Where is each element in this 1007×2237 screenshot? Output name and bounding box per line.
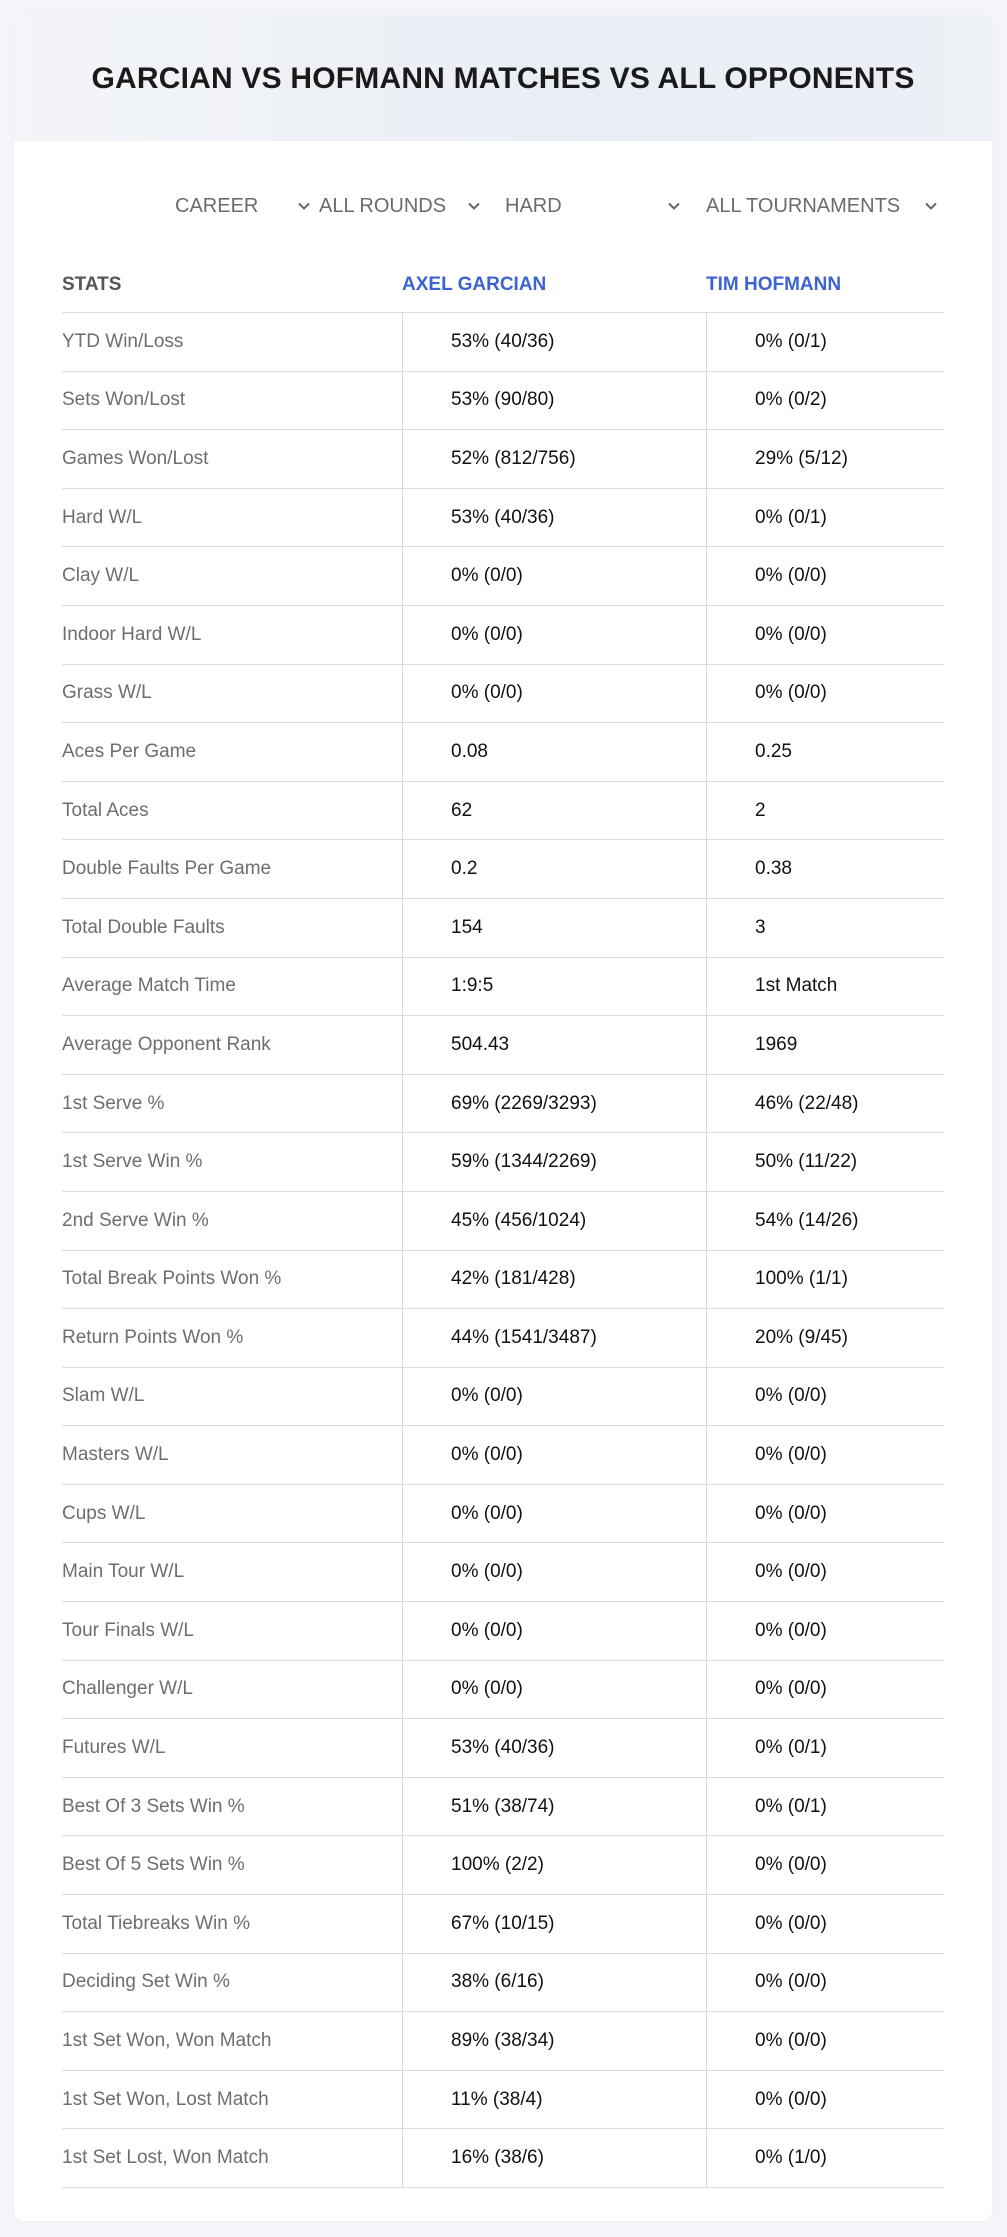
table-row (62, 2129, 944, 2188)
stat-label: 1st Serve Win % (62, 1151, 203, 1173)
table-row (62, 1016, 944, 1075)
player1-value: 89% (38/34) (402, 2012, 706, 2070)
stat-label: Sets Won/Lost (62, 389, 186, 411)
table-row (62, 372, 944, 431)
player1-value: 0% (0/0) (402, 1543, 706, 1601)
player1-value: 504.43 (402, 1016, 706, 1074)
stat-label: Best Of 5 Sets Win % (62, 1854, 245, 1876)
player2-value: 1969 (706, 1016, 944, 1074)
stat-label: YTD Win/Loss (62, 330, 184, 352)
table-row (62, 489, 944, 548)
player2-value: 2 (706, 782, 944, 840)
player1-value: 53% (40/36) (402, 489, 706, 547)
player2-value: 0% (0/0) (706, 1426, 944, 1484)
player1-value: 16% (38/6) (402, 2129, 706, 2187)
stat-label: 2nd Serve Win % (62, 1209, 209, 1231)
stats-card (14, 16, 992, 2221)
player1-value: 0% (0/0) (402, 547, 706, 605)
chevron-down-icon (924, 199, 938, 213)
stat-label: Clay W/L (62, 565, 140, 587)
player1-value: 0% (0/0) (402, 1426, 706, 1484)
stat-label: Aces Per Game (62, 740, 197, 762)
player1-value: 0% (0/0) (402, 665, 706, 723)
player2-value: 0% (0/0) (706, 2071, 944, 2129)
table-row (62, 547, 944, 606)
player1-value: 62 (402, 782, 706, 840)
stat-label: Futures W/L (62, 1737, 166, 1759)
table-row (62, 1368, 944, 1427)
table-row (62, 430, 944, 489)
table-row (62, 1485, 944, 1544)
surface-select[interactable] (505, 188, 681, 224)
chevron-down-icon (297, 199, 311, 213)
table-row (62, 1836, 944, 1895)
table-row (62, 1133, 944, 1192)
player1-value: 0% (0/0) (402, 606, 706, 664)
stat-label: Total Tiebreaks Win % (62, 1912, 250, 1934)
table-row (62, 1895, 944, 1954)
table-row (62, 313, 944, 372)
player2-value: 0% (0/0) (706, 547, 944, 605)
player1-value: 11% (38/4) (402, 2071, 706, 2129)
period-select[interactable] (175, 188, 311, 224)
player2-value: 0% (0/0) (706, 1954, 944, 2012)
stat-label: Total Break Points Won % (62, 1268, 282, 1290)
player1-value: 0% (0/0) (402, 1485, 706, 1543)
table-row (62, 1251, 944, 1310)
player1-value: 51% (38/74) (402, 1778, 706, 1836)
table-row (62, 723, 944, 782)
player2-value: 1st Match (706, 958, 944, 1016)
player1-value: 100% (2/2) (402, 1836, 706, 1894)
stat-label: 1st Set Won, Lost Match (62, 2088, 269, 2110)
player1-value: 67% (10/15) (402, 1895, 706, 1953)
table-row (62, 2071, 944, 2130)
player1-value: 59% (1344/2269) (402, 1133, 706, 1191)
player2-value: 0% (0/0) (706, 1836, 944, 1894)
player1-value: 44% (1541/3487) (402, 1309, 706, 1367)
player1-value: 53% (40/36) (402, 1719, 706, 1777)
player1-value: 53% (40/36) (402, 313, 706, 371)
stat-label: Average Opponent Rank (62, 1033, 271, 1055)
player1-value: 0% (0/0) (402, 1602, 706, 1660)
table-row (62, 606, 944, 665)
stat-label: 1st Set Won, Won Match (62, 2030, 272, 2052)
player1-value: 69% (2269/3293) (402, 1075, 706, 1133)
player2-value: 0% (0/0) (706, 1543, 944, 1601)
player2-value: 3 (706, 899, 944, 957)
table-row (62, 958, 944, 1017)
stat-label: Games Won/Lost (62, 447, 209, 469)
player2-value: 0% (1/0) (706, 2129, 944, 2187)
table-row (62, 1602, 944, 1661)
player1-value: 42% (181/428) (402, 1251, 706, 1309)
stat-label: Cups W/L (62, 1502, 146, 1524)
table-row (62, 840, 944, 899)
player1-value: 0.2 (402, 840, 706, 898)
tournament-select[interactable] (706, 188, 938, 224)
header-player1[interactable]: AXEL GARCIAN (402, 274, 547, 295)
player2-value: 0% (0/2) (706, 372, 944, 430)
chevron-down-icon (667, 199, 681, 213)
player2-value: 0% (0/0) (706, 1485, 944, 1543)
stat-label: Double Faults Per Game (62, 858, 272, 880)
table-row (62, 2012, 944, 2071)
player2-value: 0.25 (706, 723, 944, 781)
player2-value: 46% (22/48) (706, 1075, 944, 1133)
player1-value: 0% (0/0) (402, 1661, 706, 1719)
player1-value: 0.08 (402, 723, 706, 781)
round-select-value: ALL ROUNDS (319, 194, 447, 217)
stat-label: Tour Finals W/L (62, 1619, 194, 1641)
table-row (62, 1719, 944, 1778)
player2-value: 0.38 (706, 840, 944, 898)
stat-label: Best Of 3 Sets Win % (62, 1795, 245, 1817)
stat-label: Average Match Time (62, 975, 236, 997)
table-row (62, 1426, 944, 1485)
surface-select-value: HARD (505, 194, 562, 217)
player1-value: 45% (456/1024) (402, 1192, 706, 1250)
player2-value: 0% (0/0) (706, 1602, 944, 1660)
page-title: GARCIAN VS HOFMANN MATCHES VS ALL OPPONENTS (91, 61, 915, 95)
round-select[interactable] (319, 188, 481, 224)
stat-label: Grass W/L (62, 682, 152, 704)
player2-value: 0% (0/0) (706, 606, 944, 664)
period-select-value: CAREER (175, 194, 259, 217)
player2-value: 0% (0/0) (706, 665, 944, 723)
table-row (62, 1661, 944, 1720)
table-row (62, 1543, 944, 1602)
player2-value: 20% (9/45) (706, 1309, 944, 1367)
card-header (14, 16, 992, 141)
player1-value: 154 (402, 899, 706, 957)
player1-value: 38% (6/16) (402, 1954, 706, 2012)
player2-value: 0% (0/0) (706, 1895, 944, 1953)
player1-value: 53% (90/80) (402, 372, 706, 430)
player2-value: 0% (0/0) (706, 2012, 944, 2070)
tournament-select-value: ALL TOURNAMENTS (706, 194, 901, 217)
player2-value: 50% (11/22) (706, 1133, 944, 1191)
player2-value: 54% (14/26) (706, 1192, 944, 1250)
table-row (62, 782, 944, 841)
stat-label: Total Double Faults (62, 916, 225, 938)
stat-label: Slam W/L (62, 1385, 145, 1407)
table-header (62, 254, 944, 314)
stat-label: Indoor Hard W/L (62, 623, 202, 645)
table-row (62, 1192, 944, 1251)
player2-value: 0% (0/1) (706, 1778, 944, 1836)
table-row (62, 1075, 944, 1134)
player2-value: 0% (0/0) (706, 1368, 944, 1426)
stat-label: 1st Set Lost, Won Match (62, 2147, 269, 2169)
player2-value: 0% (0/1) (706, 489, 944, 547)
player2-value: 0% (0/1) (706, 313, 944, 371)
stats-table (62, 312, 944, 2188)
stat-label: Main Tour W/L (62, 1561, 185, 1583)
player2-value: 0% (0/0) (706, 1661, 944, 1719)
player1-value: 52% (812/756) (402, 430, 706, 488)
table-row (62, 1778, 944, 1837)
table-row (62, 899, 944, 958)
player2-value: 0% (0/1) (706, 1719, 944, 1777)
player2-value: 29% (5/12) (706, 430, 944, 488)
chevron-down-icon (467, 199, 481, 213)
stat-label: 1st Serve % (62, 1092, 165, 1114)
table-row (62, 1309, 944, 1368)
stat-label: Deciding Set Win % (62, 1971, 230, 1993)
stat-label: Masters W/L (62, 1444, 169, 1466)
header-player2[interactable]: TIM HOFMANN (706, 274, 842, 295)
stat-label: Hard W/L (62, 506, 143, 528)
table-row (62, 1954, 944, 2013)
player1-value: 1:9:5 (402, 958, 706, 1016)
filter-bar (14, 188, 992, 224)
stat-label: Return Points Won % (62, 1326, 244, 1348)
player2-value: 100% (1/1) (706, 1251, 944, 1309)
stat-label: Total Aces (62, 799, 149, 821)
header-stats: STATS (62, 274, 122, 295)
table-row (62, 665, 944, 724)
stat-label: Challenger W/L (62, 1678, 193, 1700)
player1-value: 0% (0/0) (402, 1368, 706, 1426)
